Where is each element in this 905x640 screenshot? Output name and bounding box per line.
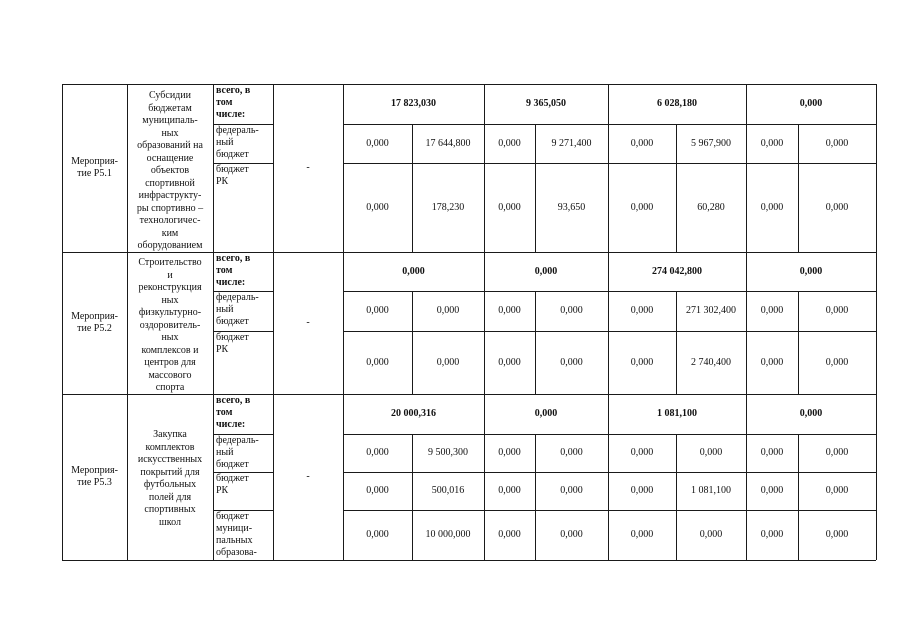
value-cell: 0,000 [366,529,389,540]
grid-line-horizontal [343,163,876,164]
value-cell: 0,000 [560,485,583,496]
source-label: федераль- ный бюджет [216,292,259,327]
value-cell: 9 500,300 [428,447,468,458]
value-cell: 0,000 [498,529,521,540]
value-cell: 0,000 [760,357,784,368]
value-cell: 0,000 [630,529,654,540]
value-cell: 0,000 [825,202,849,213]
value-cell: 0,000 [825,447,849,458]
grid-line-horizontal [343,472,876,473]
value-cell: 60,280 [697,202,725,213]
value-cell: 0,000 [366,305,389,316]
grid-line-vertical [127,84,128,560]
measure-label: Мероприя- тие Р5.2 [71,311,118,334]
value-cell: 0,000 [699,447,723,458]
value-cell: 0,000 [366,202,389,213]
value-cell: 0,000 [366,485,389,496]
value-cell: 0,000 [630,305,654,316]
dash-mark: - [306,317,310,328]
value-cell: 0,000 [498,305,521,316]
value-cell: 1 081,100 [691,485,731,496]
value-cell: 0,000 [760,529,784,540]
value-cell: 0,000 [498,202,521,213]
value-cell: 0,000 [560,447,583,458]
grid-line-horizontal [343,434,876,435]
value-cell: 0,000 [560,305,583,316]
value-cell: 0,000 [560,529,583,540]
grid-line-vertical [876,84,877,560]
value-cell: 0,000 [760,138,784,149]
year-total: 0,000 [799,266,823,277]
value-cell: 0,000 [366,138,389,149]
value-cell: 0,000 [436,305,460,316]
grid-line-horizontal [62,252,876,253]
value-cell: 0,000 [498,447,521,458]
source-label: бюджет РК [216,332,249,355]
value-cell: 93,650 [557,202,586,213]
value-cell: 0,000 [760,202,784,213]
value-cell: 0,000 [630,357,654,368]
value-cell: 0,000 [825,357,849,368]
year-total: 6 028,180 [657,98,697,109]
measure-description: Строительство и реконструкция ных физкультурно- оздоровитель- ных комплексов и центров для массового спорта [138,257,202,393]
value-cell: 0,000 [560,357,583,368]
year-total: 0,000 [534,408,558,419]
value-cell: 0,000 [825,305,849,316]
measure-label: Мероприя- тие Р5.3 [71,465,118,488]
value-cell: 0,000 [825,485,849,496]
grid-line-horizontal [62,84,876,85]
grid-line-horizontal [343,510,876,511]
value-cell: 5 967,900 [691,138,731,149]
source-label: федераль- ный бюджет [216,125,259,160]
grid-line-horizontal [343,331,876,332]
measure-description: Закупка комплектов искусственных покрытий для футбольных полей для спортивных школ [137,429,203,528]
value-cell: 0,000 [498,485,521,496]
year-total: 0,000 [534,266,558,277]
value-cell: 9 271,400 [551,138,592,149]
grid-line-vertical [62,84,63,560]
value-cell: 0,000 [498,357,521,368]
value-cell: 17 644,800 [425,138,471,149]
value-cell: 500,016 [431,485,465,496]
source-label: бюджет РК [216,164,249,187]
value-cell: 2 740,400 [691,357,731,368]
value-cell: 0,000 [825,138,849,149]
year-total: 274 042,800 [652,266,702,277]
value-cell: 271 302,400 [686,305,736,316]
dash-mark: - [306,162,310,173]
value-cell: 178,230 [431,202,465,213]
source-label: бюджет РК [216,473,249,496]
year-total: 0,000 [402,266,425,277]
grid-line-horizontal [343,291,876,292]
grid-line-horizontal [62,560,876,561]
grid-line-vertical [213,84,214,560]
value-cell: 0,000 [630,138,654,149]
value-cell: 0,000 [630,485,654,496]
source-label: бюджет муници- пальных образова- [216,511,257,558]
value-cell: 0,000 [630,447,654,458]
measure-label: Мероприя- тие Р5.1 [71,156,118,179]
value-cell: 0,000 [436,357,460,368]
source-label: всего, в том числе: [216,395,251,430]
source-label: федераль- ный бюджет [216,435,259,470]
year-total: 1 081,100 [657,408,697,419]
value-cell: 10 000,000 [425,529,471,540]
grid-line-horizontal [62,394,876,395]
source-label: всего, в том числе: [216,253,251,288]
grid-line-horizontal [343,124,876,125]
value-cell: 0,000 [630,202,654,213]
value-cell: 0,000 [825,529,849,540]
dash-mark: - [306,471,310,482]
value-cell: 0,000 [699,529,723,540]
year-total: 0,000 [799,98,823,109]
measure-description: Субсидии бюджетам муниципаль- ных образований на оснащение объектов спортивной инфраструкту- ры спортивно – технологичес- ким оборудованием [136,90,204,251]
value-cell: 0,000 [760,485,784,496]
source-label: всего, в том числе: [216,85,251,120]
value-cell: 0,000 [498,138,521,149]
year-total: 9 365,050 [526,98,566,109]
year-total: 17 823,030 [391,98,436,109]
year-total: 20 000,316 [391,408,436,419]
value-cell: 0,000 [760,447,784,458]
value-cell: 0,000 [760,305,784,316]
value-cell: 0,000 [366,357,389,368]
value-cell: 0,000 [366,447,389,458]
year-total: 0,000 [799,408,823,419]
